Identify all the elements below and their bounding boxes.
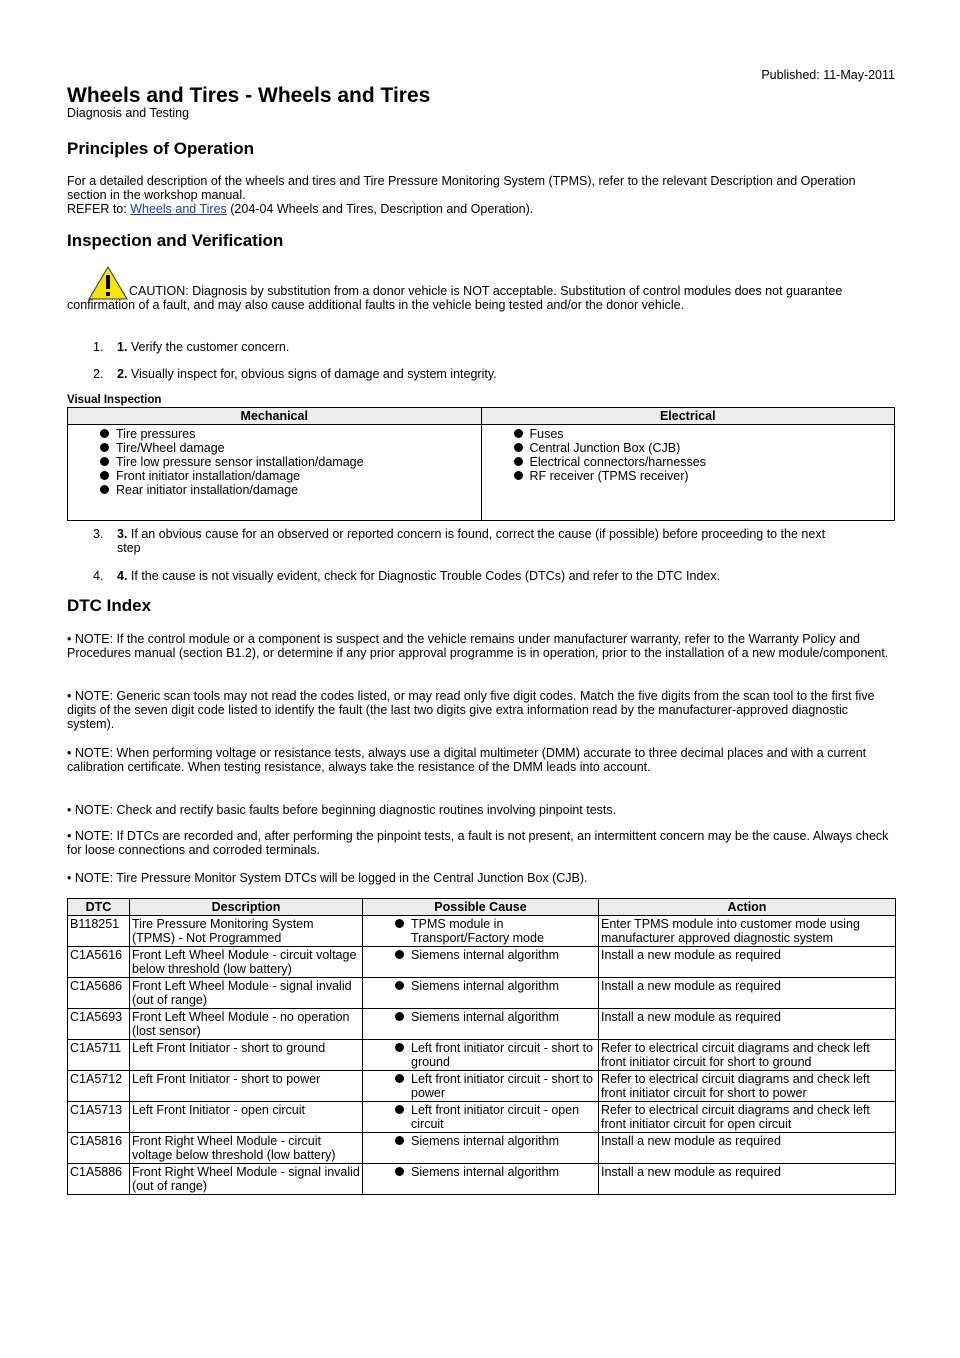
cause-list — [393, 1072, 596, 1100]
possible-cause-cell — [363, 1133, 599, 1164]
table-row — [68, 916, 896, 947]
dtc-code-cell: C1A5816 — [68, 1133, 130, 1164]
dtc-code-cell: C1A5886 — [68, 1164, 130, 1195]
refer-suffix: (204-04 Wheels and Tires, Description and Operation). — [226, 202, 534, 216]
list-item: Siemens internal algorithm — [393, 979, 596, 993]
dtc-code-cell: B118251 — [68, 916, 130, 947]
dtc-code-cell: C1A5713 — [68, 1102, 130, 1133]
list-item: Tire low pressure sensor installation/damage — [98, 455, 479, 469]
inspection-heading: Inspection and Verification — [67, 231, 284, 250]
possible-cause-cell — [363, 1009, 599, 1040]
list-item: Central Junction Box (CJB) — [512, 441, 893, 455]
principles-heading: Principles of Operation — [67, 139, 255, 158]
table-row — [68, 1133, 896, 1164]
step2-bold: 2. — [117, 367, 128, 381]
step4-body: If the cause is not visually evident, check for Diagnostic Trouble Codes (DTCs) and refer to the DTC Index. — [127, 569, 721, 583]
possible-cause-cell — [363, 1040, 599, 1071]
electrical-list — [512, 427, 893, 483]
dtc-table — [67, 898, 896, 1195]
cause-list — [393, 1103, 596, 1131]
possible-cause-header: Possible Cause — [363, 899, 599, 916]
list-item: Fuses — [512, 427, 893, 441]
list-item: Siemens internal algorithm — [393, 1010, 596, 1024]
step2-number: 2. — [93, 367, 104, 381]
list-item: Left front initiator circuit - short to ground — [393, 1041, 596, 1069]
action-cell: Install a new module as required — [599, 1009, 896, 1040]
step1-body: Verify the customer concern. — [127, 340, 290, 354]
principles-description: For a detailed description of the wheels and tires and Tire Pressure Monitoring System (TPMS), refer to the relevant Description and Operation section in the workshop manual. — [67, 174, 856, 202]
list-item: Siemens internal algorithm — [393, 948, 596, 962]
list-item: RF receiver (TPMS receiver) — [512, 469, 893, 483]
list-item: TPMS module in Transport/Factory mode — [393, 917, 596, 945]
step3-text — [117, 527, 832, 555]
dtc-code-cell: C1A5693 — [68, 1009, 130, 1040]
action-cell: Install a new module as required — [599, 1133, 896, 1164]
description-cell: Tire Pressure Monitoring System (TPMS) - Not Programmed — [130, 916, 363, 947]
cause-list — [393, 1134, 596, 1148]
step1-number: 1. — [93, 340, 104, 354]
note-5: • NOTE: If DTCs are recorded and, after performing the pinpoint tests, a fault is not present, an intermittent concern may be the cause. Always check for loose connections and corroded terminals. — [67, 829, 889, 857]
dtc-code-cell: C1A5616 — [68, 947, 130, 978]
dtc-code-cell: C1A5686 — [68, 978, 130, 1009]
step1-text — [117, 340, 877, 354]
electrical-cell — [481, 425, 895, 521]
description-cell: Front Left Wheel Module - no operation (lost sensor) — [130, 1009, 363, 1040]
possible-cause-cell — [363, 916, 599, 947]
dtc-code-cell: C1A5711 — [68, 1040, 130, 1071]
table-row — [68, 1009, 896, 1040]
list-item: Tire/Wheel damage — [98, 441, 479, 455]
cause-list — [393, 979, 596, 993]
description-header: Description — [130, 899, 363, 916]
possible-cause-cell — [363, 978, 599, 1009]
note-2: • NOTE: Generic scan tools may not read the codes listed, or may read only five digit codes. Match the five digits from the scan tool to the first five digits of the seven digit code listed to identify the fault (the last two digits give extra information read by the manufacturer-approved diagnostic system). — [67, 689, 875, 731]
list-item: Front initiator installation/damage — [98, 469, 479, 483]
published-date: Published: 11-May-2011 — [761, 68, 895, 82]
mechanical-cell — [68, 425, 482, 521]
table-row — [68, 1040, 896, 1071]
list-item: Siemens internal algorithm — [393, 1134, 596, 1148]
step3-number: 3. — [93, 527, 104, 541]
table-row — [68, 1071, 896, 1102]
description-cell: Left Front Initiator - short to ground — [130, 1040, 363, 1071]
description-cell: Front Right Wheel Module - signal invalid (out of range) — [130, 1164, 363, 1195]
refer-prefix: REFER to: — [67, 202, 131, 216]
principles-text — [67, 174, 895, 216]
description-cell: Left Front Initiator - open circuit — [130, 1102, 363, 1133]
page-subtitle: Diagnosis and Testing — [67, 106, 190, 120]
action-cell: Refer to electrical circuit diagrams and check left front initiator circuit for open circuit — [599, 1102, 896, 1133]
description-cell: Front Right Wheel Module - circuit voltage below threshold (low battery) — [130, 1133, 363, 1164]
cause-list — [393, 917, 596, 945]
possible-cause-cell — [363, 1071, 599, 1102]
visual-inspection-label: Visual Inspection — [67, 394, 162, 406]
step2-text — [117, 367, 877, 381]
step1-bold: 1. — [117, 340, 128, 354]
list-item: Left front initiator circuit - open circuit — [393, 1103, 596, 1131]
action-cell: Enter TPMS module into customer mode using manufacturer approved diagnostic system — [599, 916, 896, 947]
caution-text: CAUTION: Diagnosis by substitution from a donor vehicle is NOT acceptable. Substitution of control modules does not guarantee confirmation of a fault, and may also cause additional faults in the vehicle being tested and/or the donor vehicle. — [67, 284, 843, 312]
wheels-tires-link[interactable]: Wheels and Tires — [130, 202, 227, 216]
note-1: • NOTE: If the control module or a component is suspect and the vehicle remains under manufacturer warranty, refer to the Warranty Policy and Procedures manual (section B1.2), or determine if any prior approval programme is in operation, prior to the installation of a new module/component. — [67, 632, 889, 660]
table-row — [68, 978, 896, 1009]
cause-list — [393, 948, 596, 962]
step3-body: If an obvious cause for an observed or reported concern is found, correct the cause (if possible) before proceeding to the next step — [117, 527, 826, 555]
list-item: Tire pressures — [98, 427, 479, 441]
action-cell: Refer to electrical circuit diagrams and check left front initiator circuit for short to power — [599, 1071, 896, 1102]
cause-list — [393, 1010, 596, 1024]
list-item: Left front initiator circuit - short to power — [393, 1072, 596, 1100]
action-cell: Install a new module as required — [599, 978, 896, 1009]
list-item: Electrical connectors/harnesses — [512, 455, 893, 469]
step4-bold: 4. — [117, 569, 128, 583]
step3-bold: 3. — [117, 527, 128, 541]
visual-inspection-table — [67, 407, 895, 521]
note-3: • NOTE: When performing voltage or resistance tests, always use a digital multimeter (DMM) accurate to three decimal places and with a current calibration certificate. When testing resistance, always take the resistance of the DMM leads into account. — [67, 746, 867, 774]
action-cell: Refer to electrical circuit diagrams and check left front initiator circuit for short to ground — [599, 1040, 896, 1071]
note-6: • NOTE: Tire Pressure Monitor System DTCs will be logged in the Central Junction Box (CJB). — [67, 871, 588, 885]
description-cell: Front Left Wheel Module - circuit voltage below threshold (low battery) — [130, 947, 363, 978]
list-item: Rear initiator installation/damage — [98, 483, 479, 497]
table-row — [68, 1102, 896, 1133]
description-cell: Front Left Wheel Module - signal invalid (out of range) — [130, 978, 363, 1009]
action-cell: Install a new module as required — [599, 1164, 896, 1195]
dtc-index-heading: DTC Index — [67, 596, 152, 615]
refer-line — [67, 202, 895, 216]
step4-text — [117, 569, 877, 583]
note-4: • NOTE: Check and rectify basic faults before beginning diagnostic routines involving pinpoint tests. — [67, 803, 617, 817]
list-item: Siemens internal algorithm — [393, 1165, 596, 1179]
mechanical-header: Mechanical — [68, 408, 482, 425]
action-header: Action — [599, 899, 896, 916]
dtc-header: DTC — [68, 899, 130, 916]
cause-list — [393, 1165, 596, 1179]
possible-cause-cell — [363, 947, 599, 978]
possible-cause-cell — [363, 1102, 599, 1133]
dtc-code-cell: C1A5712 — [68, 1071, 130, 1102]
table-row — [68, 947, 896, 978]
action-cell: Install a new module as required — [599, 947, 896, 978]
description-cell: Left Front Initiator - short to power — [130, 1071, 363, 1102]
electrical-header: Electrical — [481, 408, 895, 425]
possible-cause-cell — [363, 1164, 599, 1195]
cause-list — [393, 1041, 596, 1069]
table-row — [68, 1164, 896, 1195]
page-title: Wheels and Tires - Wheels and Tires — [67, 84, 431, 107]
mechanical-list — [98, 427, 479, 497]
step2-body: Visually inspect for, obvious signs of damage and system integrity. — [127, 367, 497, 381]
step4-number: 4. — [93, 569, 104, 583]
